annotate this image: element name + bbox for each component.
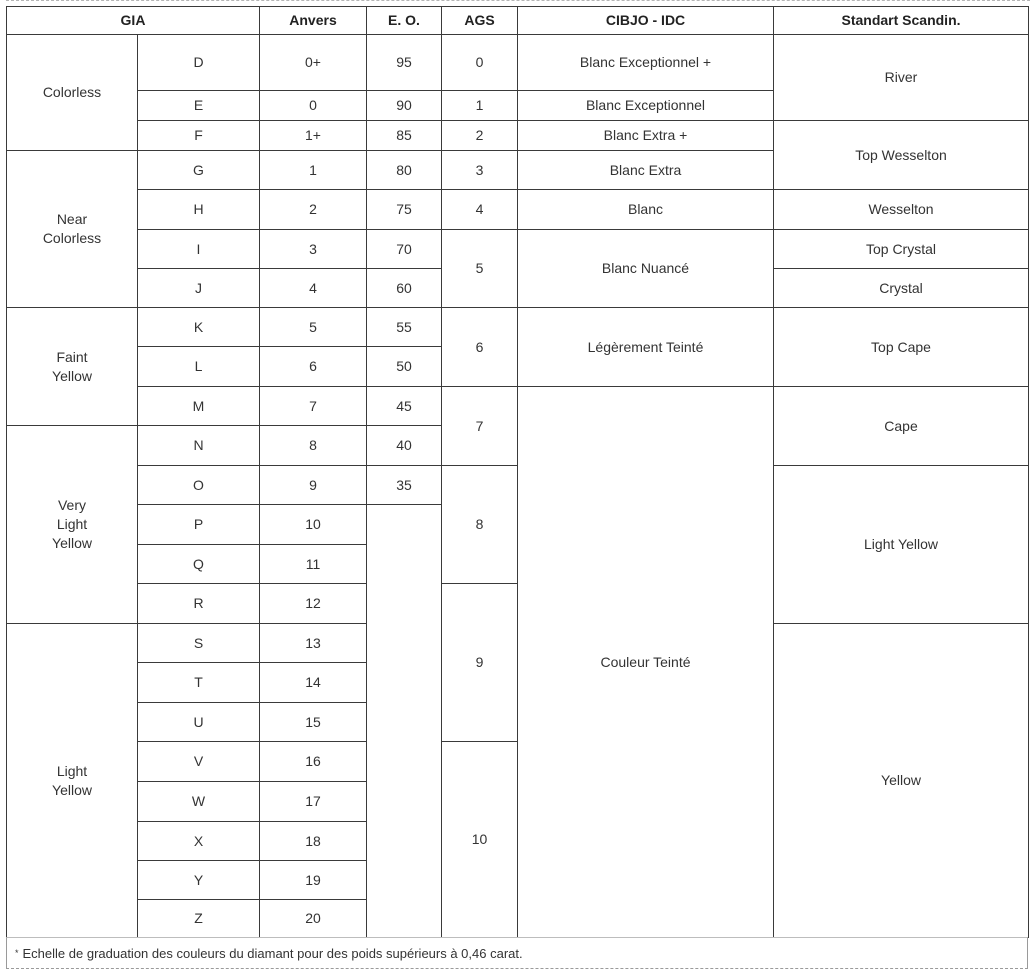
gia-group-cell [6,425,138,624]
ags-cell [441,583,518,742]
anvers-cell-label: 12 [305,595,321,611]
anvers-cell [259,623,367,663]
top-dashed-divider [6,0,1030,1]
eo-cell [366,229,442,269]
scandinavian-cell-label: Crystal [879,279,923,296]
eo-cell [366,307,442,347]
eo-cell-label: 40 [396,437,412,453]
anvers-cell [259,662,367,703]
eo-cell [366,90,442,121]
anvers-cell [259,860,367,900]
grade-cell-label: I [196,240,201,257]
grade-cell-label: L [194,358,203,374]
eo-cell [366,120,442,151]
cibjo-cell [517,189,774,230]
ags-cell [441,90,518,121]
ags-cell [441,189,518,230]
grade-cell [137,781,260,822]
anvers-cell-label: 2 [309,201,317,217]
anvers-cell-label: 20 [305,910,321,926]
scandinavian-cell-label: Cape [884,417,918,434]
eo-cell [366,189,442,230]
eo-cell-label: 60 [396,279,412,296]
anvers-cell-label: 17 [305,793,321,809]
gia-group-cell [6,34,138,151]
anvers-cell [259,34,367,91]
gia-group-cell-label: Light Yellow [52,762,92,798]
anvers-cell-label: 0 [309,97,317,113]
cibjo-cell [517,150,774,190]
scandinavian-cell [773,307,1029,387]
ags-cell [441,229,518,308]
grade-cell [137,34,260,91]
eo-cell-label: 95 [396,54,412,70]
eo-cell [366,386,442,426]
grade-cell [137,544,260,584]
eo-cell [366,34,442,91]
anvers-cell [259,386,367,426]
header-gia-label: GIA [120,12,146,28]
cibjo-cell [517,90,774,121]
ags-cell-label: 1 [475,97,484,113]
cibjo-cell-label: Blanc Extra [609,161,682,178]
cibjo-cell-label: Blanc [627,201,664,217]
footnote [6,937,1028,969]
cibjo-cell-label: Blanc Nuancé [601,260,690,276]
ags-cell [441,386,518,466]
grade-cell [137,346,260,387]
header-standart-scandin-label: Standart Scandin. [841,12,961,28]
grade-cell [137,702,260,742]
anvers-cell [259,702,367,742]
eo-empty-cell [366,504,442,938]
anvers-cell-label: 3 [309,240,317,257]
grade-cell [137,150,260,190]
gia-group-cell [6,150,138,308]
eo-cell-label: 35 [396,476,412,493]
gia-group-cell [6,307,138,426]
grade-cell [137,741,260,782]
grade-cell-label: V [193,753,204,769]
cibjo-cell [517,386,774,938]
ags-cell [441,120,518,151]
grade-cell [137,425,260,466]
anvers-cell-label: 13 [305,634,321,651]
grade-cell [137,189,260,230]
grade-cell-label: W [191,793,206,809]
ags-cell-label: 5 [475,260,484,276]
grade-cell-label: G [193,161,204,178]
header-e-o [366,6,442,35]
grade-cell-label: P [193,516,204,532]
grade-cell [137,583,260,624]
grade-cell [137,229,260,269]
anvers-cell-label: 4 [309,279,317,296]
ags-cell-label: 6 [475,338,484,355]
cibjo-cell-label: Blanc Exceptionnel [585,97,706,113]
grade-cell [137,465,260,505]
eo-cell-label: 80 [396,161,412,178]
grade-cell-label: K [193,318,204,335]
anvers-cell-label: 5 [309,318,317,335]
header-anvers [259,6,367,35]
anvers-cell [259,899,367,938]
grade-cell [137,90,260,121]
scandinavian-cell [773,189,1029,230]
gia-group-cell-label: Faint Yellow [52,348,92,384]
grade-cell [137,860,260,900]
gia-group-cell-label: Near Colorless [42,211,102,246]
cibjo-cell-label: Couleur Teinté [600,653,691,670]
scandinavian-cell [773,34,1029,121]
anvers-cell-label: 19 [305,871,321,888]
anvers-cell-label: 10 [305,516,321,532]
anvers-cell [259,821,367,861]
eo-cell-label: 75 [396,201,412,217]
anvers-cell [259,189,367,230]
cibjo-cell [517,307,774,387]
anvers-cell-label: 16 [305,753,321,769]
anvers-cell [259,229,367,269]
ags-cell-label: 3 [475,161,484,178]
cibjo-cell-label: Blanc Extra + [603,127,688,143]
eo-cell-label: 55 [396,318,412,335]
scandinavian-cell [773,465,1029,624]
gia-group-cell-label: Colorless [42,84,102,100]
grade-cell [137,386,260,426]
ags-cell [441,307,518,387]
grade-cell-label: Y [193,871,204,888]
header-gia [6,6,260,35]
anvers-cell-label: 6 [309,358,317,374]
eo-cell-label: 45 [396,397,412,414]
grade-cell [137,504,260,545]
anvers-cell [259,465,367,505]
scandinavian-cell [773,386,1029,466]
anvers-cell [259,504,367,545]
anvers-cell [259,268,367,308]
header-cibjo-idc [517,6,774,35]
ags-cell-label: 0 [475,54,484,70]
grade-cell-label: D [193,54,204,70]
ags-cell [441,150,518,190]
grade-cell [137,662,260,703]
header-ags-label: AGS [464,12,495,28]
scandinavian-cell [773,229,1029,269]
anvers-cell-label: 9 [309,476,317,493]
grade-cell-label: S [193,634,204,651]
gia-group-cell [6,623,138,938]
eo-cell [366,425,442,466]
eo-cell [366,150,442,190]
eo-cell-label: 85 [396,127,412,143]
grade-cell-label: R [193,595,204,611]
anvers-cell [259,425,367,466]
anvers-cell [259,741,367,782]
anvers-cell [259,90,367,121]
header-cibjo-idc-label: CIBJO - IDC [605,12,686,28]
grade-cell-label: N [193,437,204,453]
grade-cell [137,899,260,938]
ags-cell-label: 8 [475,516,484,532]
header-e-o-label: E. O. [388,12,420,28]
scandinavian-cell-label: Top Wesselton [855,146,947,163]
scandinavian-cell-label: Yellow [881,772,921,788]
ags-cell-label: 9 [475,654,484,670]
grade-cell-label: O [193,476,204,493]
anvers-cell [259,346,367,387]
anvers-cell-label: 11 [305,555,321,572]
anvers-cell-label: 1+ [305,127,321,143]
cibjo-cell [517,34,774,91]
ags-cell [441,741,518,938]
cibjo-cell [517,120,774,151]
ags-cell-label: 10 [471,831,488,847]
cibjo-cell-label: Blanc Exceptionnel + [579,54,712,70]
grade-cell-label: M [192,397,205,414]
footnote-marker: * [15,948,19,958]
eo-cell-label: 50 [396,358,412,374]
grade-cell [137,307,260,347]
grade-cell-label: Q [193,555,204,572]
grade-cell [137,120,260,151]
grade-cell-label: J [195,279,202,296]
anvers-cell-label: 0+ [305,54,321,70]
anvers-cell [259,307,367,347]
grade-cell [137,268,260,308]
ags-cell [441,465,518,584]
scandinavian-cell-label: Light Yellow [864,536,938,552]
grade-cell-label: Z [194,910,203,926]
gia-group-cell-label: Very Light Yellow [52,497,92,551]
footnote-text: Echelle de graduation des couleurs du diamant pour des poids supérieurs à 0,46 carat. [22,945,523,961]
grade-cell [137,821,260,861]
anvers-cell [259,120,367,151]
ags-cell [441,34,518,91]
grade-cell-label: T [194,674,203,690]
eo-cell [366,268,442,308]
eo-cell-label: 70 [396,240,412,257]
cibjo-cell-label: Légèrement Teinté [587,338,704,355]
ags-cell-label: 4 [475,201,484,217]
grade-cell [137,623,260,663]
scandinavian-cell-label: Top Cape [871,338,931,355]
scandinavian-cell [773,268,1029,308]
scandinavian-cell [773,120,1029,190]
cibjo-cell [517,229,774,308]
grade-cell-label: X [193,832,204,849]
grade-cell-label: U [193,713,204,730]
anvers-cell-label: 15 [305,713,321,730]
anvers-cell [259,544,367,584]
anvers-cell-label: 14 [305,674,321,690]
anvers-cell-label: 1 [309,161,317,178]
anvers-cell-label: 18 [305,832,321,849]
eo-cell [366,346,442,387]
eo-cell-label: 90 [396,97,412,113]
eo-cell [366,465,442,505]
ags-cell-label: 2 [475,127,484,143]
grade-cell-label: E [193,97,204,113]
header-standart-scandin [773,6,1029,35]
ags-cell-label: 7 [475,417,484,434]
header-ags [441,6,518,35]
anvers-cell-label: 8 [309,437,317,453]
scandinavian-cell-label: Top Crystal [865,240,937,257]
grade-cell-label: F [194,127,203,143]
anvers-cell-label: 7 [309,397,317,414]
anvers-cell [259,150,367,190]
scandinavian-cell-label: River [884,69,918,85]
grade-cell-label: H [193,201,204,217]
scandinavian-cell [773,623,1029,938]
anvers-cell [259,583,367,624]
scandinavian-cell-label: Wesselton [868,201,934,217]
anvers-cell [259,781,367,822]
header-anvers-label: Anvers [289,12,337,28]
